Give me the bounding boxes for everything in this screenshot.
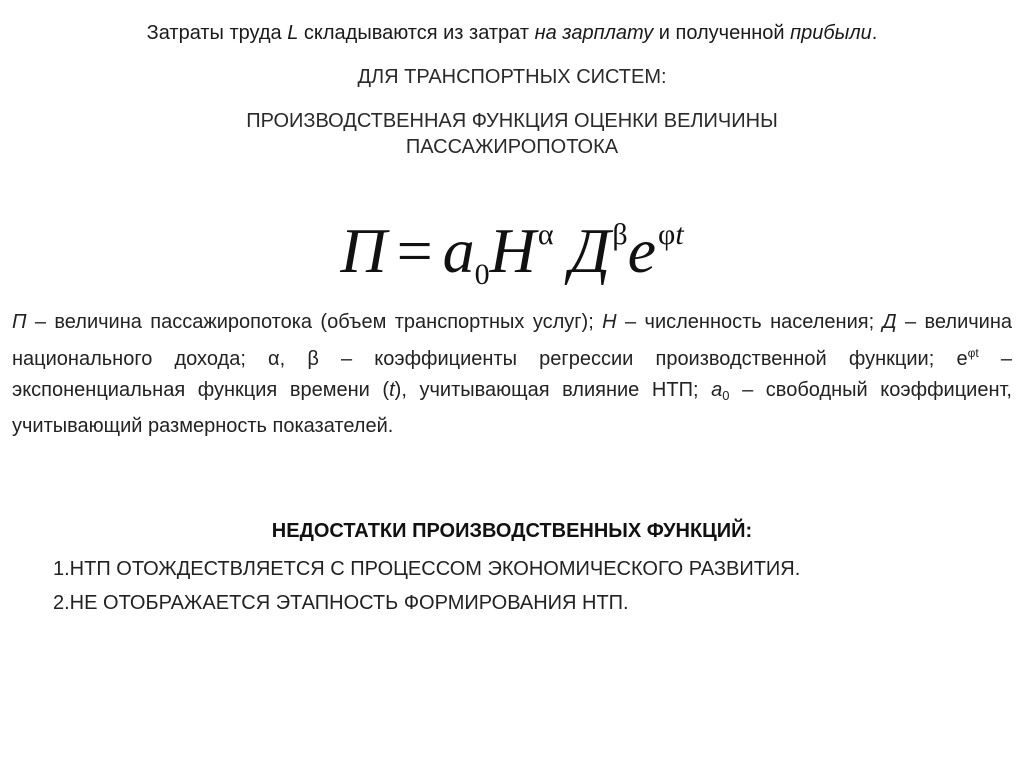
intro-line bbox=[0, 20, 1024, 46]
formula-coefficient-subscript: 0 bbox=[474, 258, 490, 291]
subtitle-transport: ДЛЯ ТРАНСПОРТНЫХ СИСТЕМ: bbox=[357, 66, 667, 88]
formula-population: Н bbox=[489, 215, 536, 286]
formula-exponential: e bbox=[627, 215, 656, 286]
superscript: φt bbox=[967, 346, 979, 360]
labor-symbol: L bbox=[287, 22, 299, 44]
symbol: t bbox=[389, 379, 395, 401]
list-item: 2.НЕ ОТОБРАЖАЕТСЯ ЭТАПНОСТЬ ФОРМИРОВАНИЯ НТП. bbox=[53, 592, 629, 614]
paragraph-text: – экспоненциальная функция времени ( bbox=[12, 348, 1012, 401]
formula bbox=[0, 190, 1024, 320]
intro-text: и полученной bbox=[653, 22, 791, 44]
formula-lhs: П bbox=[340, 215, 387, 286]
formula-alpha-exponent: α bbox=[537, 218, 554, 251]
symbol: Д bbox=[882, 311, 897, 333]
symbol: Н bbox=[602, 311, 617, 333]
formula-phi: φ bbox=[657, 218, 676, 251]
paragraph-text: ), учитывающая влияние НТП; bbox=[394, 379, 712, 401]
shortcomings-heading: НЕДОСТАТКИ ПРОИЗВОДСТВЕННЫХ ФУНКЦИЙ: bbox=[271, 520, 753, 542]
list-item: 1.НТП ОТОЖДЕСТВЛЯЕТСЯ С ПРОЦЕССОМ ЭКОНОМИЧЕСКОГО РАЗВИТИЯ. bbox=[53, 558, 801, 580]
formula-exp-exponent bbox=[658, 218, 684, 251]
formula-coefficient: a bbox=[442, 215, 475, 286]
intro-text: Затраты труда bbox=[146, 22, 288, 44]
symbol: П bbox=[12, 311, 27, 333]
paragraph-text: – величина пассажиропотока (объем транспортных услуг); bbox=[26, 311, 603, 333]
subtitle-production-function bbox=[0, 108, 1024, 160]
paragraph-text: – свободный коэффициент, учитывающий размерность показателей. bbox=[12, 379, 1012, 437]
subtitle-line: ПРОИЗВОДСТВЕННАЯ ФУНКЦИЯ ОЦЕНКИ ВЕЛИЧИНЫ bbox=[246, 110, 778, 132]
paragraph-text: – численность населения; bbox=[616, 311, 883, 333]
intro-text: . bbox=[871, 22, 878, 44]
subtitle-line: ПАССАЖИРОПОТОКА bbox=[405, 136, 619, 158]
formula-equals: = bbox=[396, 215, 433, 286]
formula-beta-exponent: β bbox=[612, 218, 628, 251]
subscript: 0 bbox=[722, 388, 730, 403]
explanation-paragraph bbox=[12, 307, 1012, 442]
paragraph-text: – величина национального дохода; α, β – коэффициенты регрессии производственной функции; e bbox=[12, 311, 1012, 370]
symbol: a bbox=[711, 379, 723, 401]
intro-emphasis-profit: прибыли bbox=[790, 22, 872, 44]
formula-income: Д bbox=[569, 215, 611, 286]
intro-emphasis-salary: на зарплату bbox=[534, 22, 654, 44]
formula-time: t bbox=[675, 218, 684, 251]
intro-text: складываются из затрат bbox=[298, 22, 535, 44]
